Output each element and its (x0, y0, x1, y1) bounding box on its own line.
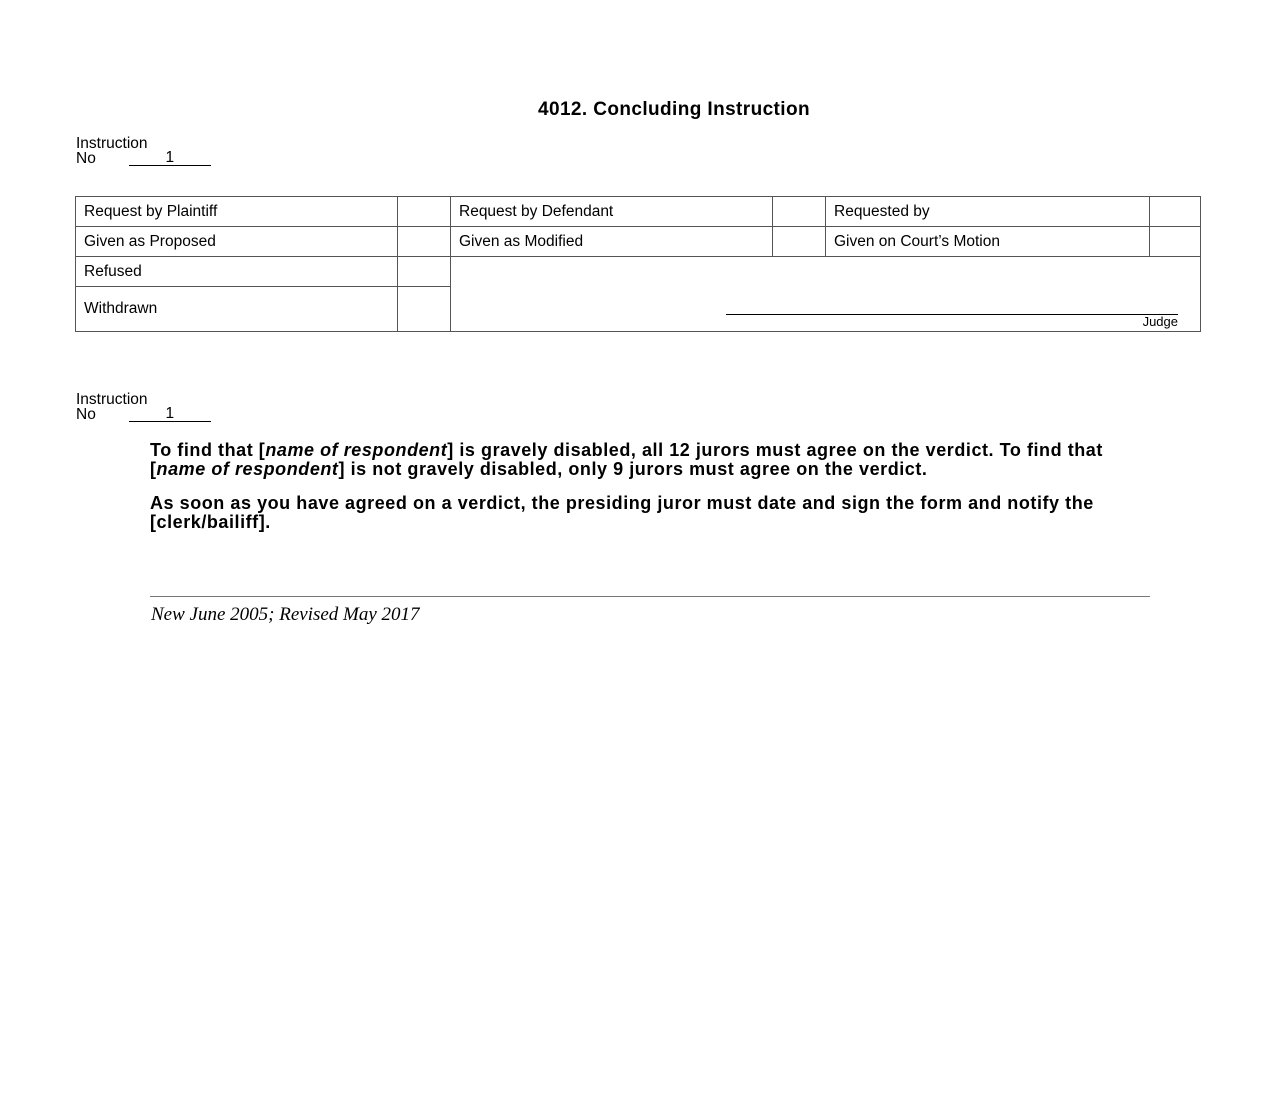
instruction-no-label: No (76, 406, 96, 423)
given-on-courts-motion-label: Given on Court’s Motion (826, 227, 1150, 257)
instruction-number-block-bottom (76, 392, 211, 422)
given-as-modified-checkbox[interactable] (773, 227, 826, 257)
refused-label: Refused (76, 257, 398, 287)
request-by-defendant-checkbox[interactable] (773, 197, 826, 227)
judge-signature-area[interactable] (451, 257, 1201, 332)
given-as-proposed-label: Given as Proposed (76, 227, 398, 257)
instruction-disposition-table (75, 196, 1201, 332)
instruction-label: Instruction (76, 135, 148, 152)
text-segment: To find that [ (150, 440, 266, 460)
request-by-plaintiff-checkbox[interactable] (398, 197, 451, 227)
instruction-no-label: No (76, 150, 96, 167)
placeholder-text: name of respondent (265, 440, 448, 460)
given-as-proposed-checkbox[interactable] (398, 227, 451, 257)
instruction-body (150, 441, 1160, 547)
instruction-no-value: 1 (129, 151, 211, 166)
text-segment: ] is gravely disabled, all 12 jurors must agree on the verdict. To find that [ (150, 440, 1103, 479)
withdrawn-label: Withdrawn (76, 287, 398, 332)
refused-checkbox[interactable] (398, 257, 451, 287)
judge-label: Judge (1142, 314, 1178, 329)
given-on-courts-motion-checkbox[interactable] (1150, 227, 1201, 257)
requested-by-checkbox[interactable] (1150, 197, 1201, 227)
judge-signature-line (726, 314, 1178, 315)
instruction-paragraph-1 (150, 441, 1160, 479)
given-as-modified-label: Given as Modified (451, 227, 773, 257)
page-title: 4012. Concluding Instruction (538, 99, 810, 120)
requested-by-label: Requested by (826, 197, 1150, 227)
section-divider (150, 596, 1150, 597)
text-segment: ] is not gravely disabled, only 9 jurors must agree on the verdict. (338, 459, 928, 479)
instruction-number-block-top (76, 136, 211, 166)
instruction-no-value: 1 (129, 407, 211, 422)
request-by-plaintiff-label: Request by Plaintiff (76, 197, 398, 227)
revision-history: New June 2005; Revised May 2017 (151, 604, 420, 625)
instruction-label: Instruction (76, 391, 148, 408)
withdrawn-checkbox[interactable] (398, 287, 451, 332)
request-by-defendant-label: Request by Defendant (451, 197, 773, 227)
placeholder-text: name of respondent (156, 459, 339, 479)
instruction-paragraph-2: As soon as you have agreed on a verdict, the presiding juror must date and sign the form and notify the [clerk/bailiff]. (150, 493, 1094, 532)
